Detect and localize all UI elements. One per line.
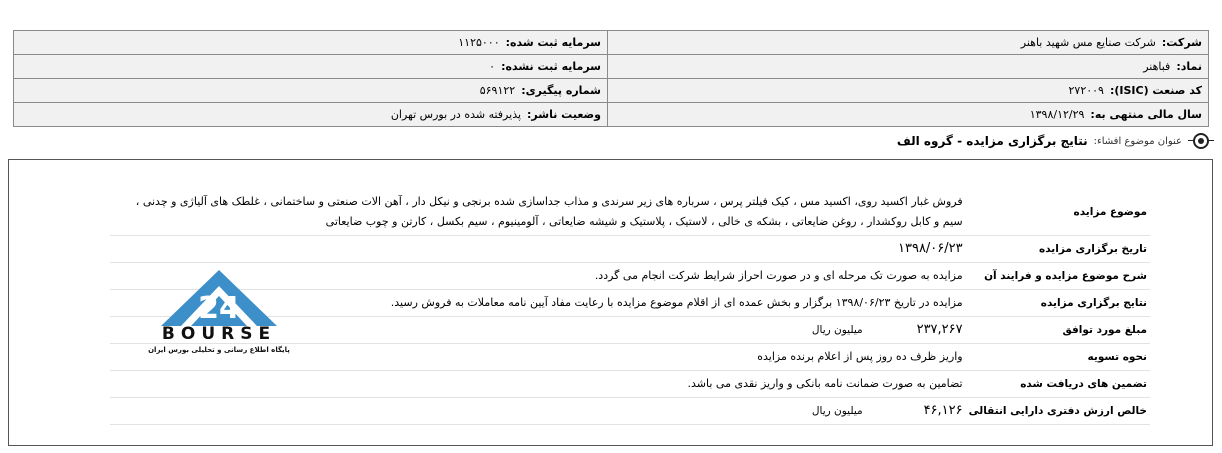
detail-key: نتایج برگزاری مزایده: [966, 290, 1150, 317]
detail-row: [110, 236, 1150, 263]
info-cell-fiscal-year: [608, 103, 1209, 127]
agreed-amount: ۲۳۷,۲۶۷: [916, 322, 963, 337]
info-row: [14, 31, 1209, 55]
info-label: وضعیت ناشر:: [527, 108, 601, 121]
info-label: سال مالی منتهی به:: [1090, 108, 1202, 121]
detail-key: موضوع مزایده: [966, 189, 1150, 236]
info-value: ۱۳۹۸/۱۲/۲۹: [1029, 108, 1085, 121]
auction-date: ۱۳۹۸/۰۶/۲۳: [898, 241, 963, 256]
info-value: ۵۶۹۱۲۲: [479, 84, 516, 97]
subject-label: عنوان موضوع افشاء:: [1093, 135, 1182, 147]
info-cell-unregistered-capital: [14, 55, 608, 79]
logo-subtitle: پایگاه اطلاع رسانی و تحلیلی بورس ایران: [148, 346, 290, 354]
info-row: [14, 103, 1209, 127]
info-label: نماد:: [1176, 60, 1202, 73]
company-info-table: [13, 30, 1209, 127]
info-cell-tracking-number: [14, 79, 608, 103]
detail-row: [110, 371, 1150, 398]
target-icon: [1188, 131, 1214, 151]
info-label: سرمایه ثبت شده:: [505, 36, 601, 49]
detail-value: [110, 236, 966, 263]
info-cell-registered-capital: [14, 31, 608, 55]
info-label: شرکت:: [1161, 36, 1202, 49]
logo-number: 24: [198, 291, 240, 326]
info-cell-symbol: [608, 55, 1209, 79]
detail-key: تضمین های دریافت شده: [966, 371, 1150, 398]
amount-unit: میلیون ریال: [811, 324, 863, 336]
detail-key: خالص ارزش دفتری دارایی انتقالی: [966, 398, 1150, 425]
info-row: [14, 79, 1209, 103]
info-cell-isic: [608, 79, 1209, 103]
info-label: شماره پیگیری:: [521, 84, 601, 97]
info-value: پذیرفته شده در بورس تهران: [390, 108, 522, 121]
auction-content-box: [8, 159, 1213, 446]
info-row: [14, 55, 1209, 79]
info-label: کد صنعت (ISIC):: [1109, 84, 1202, 97]
detail-value: واریز ظرف ده روز پس از اعلام برنده مزایده: [110, 344, 966, 371]
info-value: شرکت صنایع مس شهید باهنر: [1020, 36, 1156, 49]
detail-row: [110, 398, 1150, 425]
info-label: سرمایه ثبت نشده:: [501, 60, 601, 73]
info-value: فباهنر: [1143, 60, 1171, 73]
logo-word: BOURSE: [161, 324, 277, 344]
detail-key: تاریخ برگزاری مزایده: [966, 236, 1150, 263]
amount-unit: میلیون ریال: [811, 405, 863, 417]
detail-key: مبلغ مورد توافق: [966, 317, 1150, 344]
book-value-amount: ۴۶,۱۲۶: [923, 403, 963, 418]
detail-value: مزایده به صورت تک مرحله ای و در صورت احراز شرایط شرکت انجام می گردد.: [110, 263, 966, 290]
info-cell-company: [608, 31, 1209, 55]
subject-line: [897, 130, 1214, 152]
detail-value: تضامین به صورت ضمانت نامه بانکی و واریز نقدی می باشد.: [110, 371, 966, 398]
bourse-logo-mark: [149, 268, 289, 328]
bourse-logo: [139, 268, 299, 360]
detail-key: شرح موضوع مزایده و فرایند آن: [966, 263, 1150, 290]
detail-key: نحوه تسویه: [966, 344, 1150, 371]
detail-row: [110, 189, 1150, 236]
info-value: ۱۱۲۵۰۰۰: [458, 36, 500, 49]
detail-value: مزایده در تاریخ ۱۳۹۸/۰۶/۲۳ برگزار و بخش عمده ای از اقلام موضوع مزایده با رعایت مفاد آیین نامه معاملات به فروش رسید.: [110, 290, 966, 317]
info-value: ۲۷۲۰۰۹: [1068, 84, 1104, 97]
info-value: ۰: [489, 60, 496, 73]
detail-value: [110, 398, 966, 425]
info-cell-publisher-status: [14, 103, 608, 127]
detail-value: فروش غبار اکسید روی، اکسید مس ، کیک فیلتر پرس ، سرباره های زیر سرندی و مذاب جداسازی شده برنجی و نیکل دار ، آهن الات صنعتی و ساختمانی ، غلطک های آلیاژی و چدنی ، سیم و کابل روکشدار ، روغن ضایعاتی ، بشکه ی خالی ، لاستیک ، پلاستیک و شیشه ضایعاتی ، آلومینیوم ، سیم بکسل ، کارتن و چوب ضایعاتی: [110, 189, 966, 236]
subject-title: نتایج برگزاری مزایده - گروه الف: [896, 134, 1088, 148]
